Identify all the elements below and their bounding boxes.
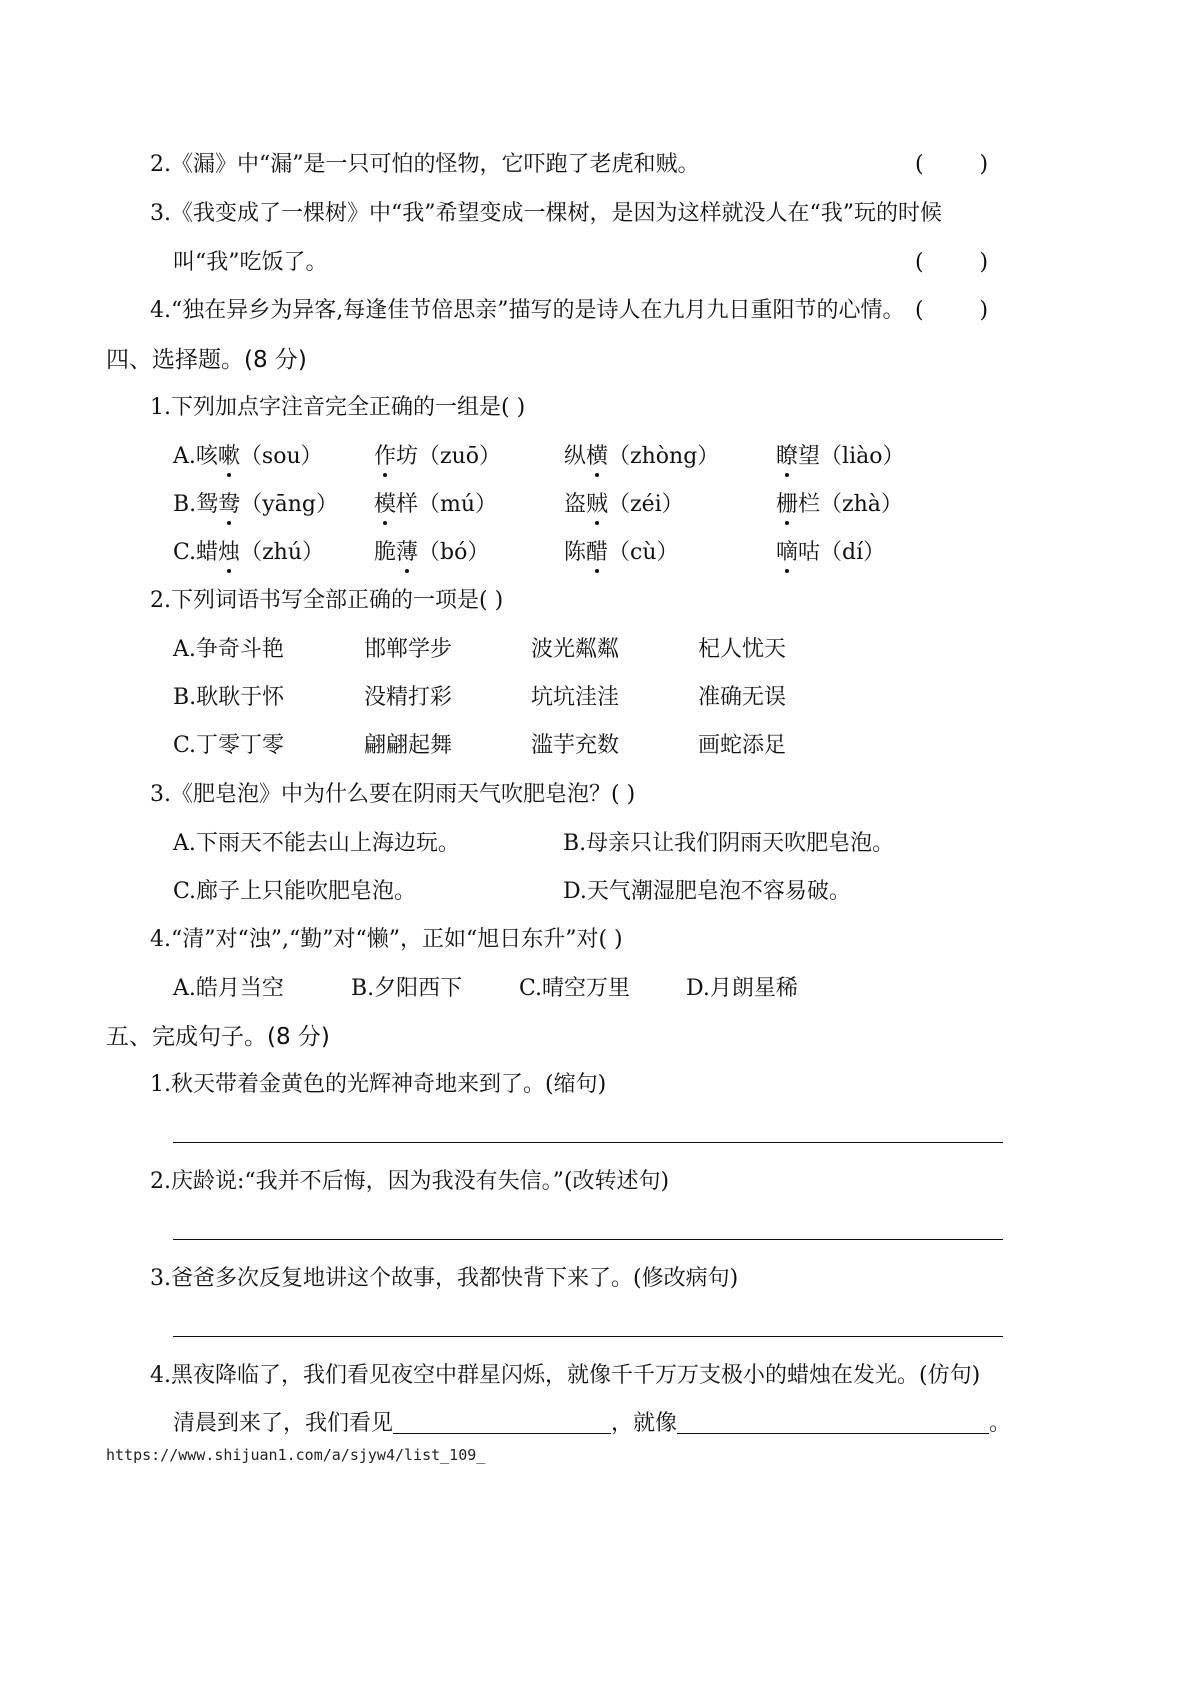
s4-q1-option-b-4 [776, 490, 903, 520]
option-text: C.蜡 [173, 540, 219, 565]
s4-q1-option-c-1[interactable] [173, 538, 324, 568]
s4-q4-option-b[interactable]: B.夕阳西下 [351, 976, 463, 1001]
s4-q4-option-c[interactable]: C.晴空万里 [519, 976, 631, 1001]
dotted-character: 模 [374, 490, 396, 520]
section5-title: 五、完成句子。(8 分) [106, 1024, 330, 1050]
pinyin: （zhà） [820, 492, 903, 517]
s4-q1-option-b-1[interactable] [173, 490, 338, 520]
s4-q1-option-b-3 [564, 490, 684, 520]
dotted-character: 烛 [218, 538, 240, 568]
pinyin: （zhòng） [608, 444, 720, 469]
s5-q4-blank2[interactable] [677, 1409, 989, 1434]
dotted-character: 鸯 [218, 490, 240, 520]
s4-q2-option-b-4: 准确无误 [698, 685, 787, 710]
s4-q2-option-c-3: 滥芋充数 [531, 733, 620, 758]
s5-q3: 3.爸爸多次反复地讲这个故事，我都快背下来了。(修改病句) [150, 1266, 739, 1291]
s5-q2-answer-line[interactable] [173, 1239, 1003, 1240]
pinyin: （sou） [239, 444, 323, 469]
s5-q4-blank1[interactable] [393, 1409, 611, 1434]
section4-title: 四、选择题。(8 分) [106, 347, 307, 373]
option-text: 盗 [564, 492, 587, 517]
option-text: A.咳 [173, 444, 218, 469]
s5-q2: 2.庆龄说:“我并不后悔，因为我没有失信。”(改转述句) [150, 1169, 670, 1194]
s4-q4-option-a[interactable]: A.皓月当空 [173, 976, 284, 1001]
s4-q2-option-a-2: 邯郸学步 [364, 637, 453, 662]
s4-q1-option-a-4 [776, 442, 904, 472]
dotted-character: 贼 [586, 490, 608, 520]
s4-q1-option-b-2 [374, 490, 497, 520]
s4-q4-stem: 4.“清”对“浊”,“勤”对“懒”，正如“旭日东升”对( ) [150, 927, 623, 952]
option-text: 望 [798, 444, 821, 469]
pinyin: （dí） [820, 540, 886, 565]
s4-q2-option-a-3: 波光粼粼 [531, 637, 620, 662]
s4-q2-option-a-4: 杞人忧天 [698, 637, 787, 662]
s4-q2-option-b-2: 没精打彩 [364, 685, 453, 710]
judge-q4-answer[interactable]: ( ) [915, 298, 989, 323]
option-text: 纵 [564, 444, 587, 469]
dotted-character: 栅 [776, 490, 798, 520]
dotted-character: 横 [586, 442, 608, 472]
pinyin: （liào） [820, 444, 905, 469]
s4-q2-option-b-3: 坑坑洼洼 [531, 685, 620, 710]
dotted-character: 作 [374, 442, 396, 472]
s5-q4-stem: 4.黑夜降临了，我们看见夜空中群星闪烁，就像千千万万支极小的蜡烛在发光。(仿句) [150, 1363, 981, 1388]
s5-q4-part3: 。 [989, 1411, 1012, 1436]
s5-q4-part2: ，就像 [611, 1411, 678, 1436]
s4-q1-option-a-2 [374, 442, 501, 472]
s4-q1-stem: 1.下列加点字注音完全正确的一组是( ) [150, 395, 526, 420]
option-text: 咕 [798, 540, 821, 565]
pinyin: （zhú） [240, 540, 324, 565]
s4-q3-option-d[interactable]: D.天气潮湿肥皂泡不容易破。 [563, 879, 851, 904]
s4-q3-option-a[interactable]: A.下雨天不能去山上海边玩。 [173, 831, 460, 856]
dotted-character: 醋 [586, 538, 608, 568]
s5-q4-part1: 清晨到来了，我们看见 [173, 1411, 394, 1436]
option-text: 样 [396, 492, 419, 517]
s5-q3-answer-line[interactable] [173, 1336, 1003, 1337]
s4-q2-option-c-2: 翩翩起舞 [364, 733, 453, 758]
judge-q2: 2.《漏》中“漏”是一只可怕的怪物，它吓跑了老虎和贼。 [150, 152, 700, 177]
pinyin: （zéi） [608, 492, 684, 517]
judge-q3-line1: 3.《我变成了一棵树》中“我”希望变成一棵树，是因为这样就没人在“我”玩的时候 [150, 201, 942, 226]
option-text: 坊 [396, 444, 419, 469]
option-text: 脆 [374, 540, 397, 565]
pinyin: （mú） [418, 492, 498, 517]
s4-q2-stem: 2.下列词语书写全部正确的一项是( ) [150, 588, 504, 613]
dotted-character: 嘀 [776, 538, 798, 568]
dotted-character: 薄 [396, 538, 418, 568]
s5-q1-answer-line[interactable] [173, 1142, 1003, 1143]
s4-q2-option-b-1[interactable]: B.耿耿于怀 [173, 685, 285, 710]
option-text: 陈 [564, 540, 587, 565]
pinyin: （yāng） [240, 492, 338, 517]
s4-q1-option-a-3 [564, 442, 719, 472]
pinyin: （zuō） [418, 444, 502, 469]
s4-q3-option-c[interactable]: C.廊子上只能吹肥皂泡。 [173, 879, 417, 904]
s4-q4-option-d[interactable]: D.月朗星稀 [686, 976, 798, 1001]
judge-q2-answer[interactable]: ( ) [915, 152, 989, 177]
s4-q2-option-c-1[interactable]: C.丁零丁零 [173, 733, 285, 758]
s4-q2-option-a-1[interactable]: A.争奇斗艳 [173, 637, 284, 662]
pinyin: （bó） [418, 540, 490, 565]
footer-url[interactable]: https://www.shijuan1.com/a/sjyw4/list_109_ [106, 1446, 486, 1464]
judge-q3-answer[interactable]: ( ) [915, 250, 989, 275]
option-text: B.鸳 [173, 492, 219, 517]
s4-q3-option-b[interactable]: B.母亲只让我们阴雨天吹肥皂泡。 [563, 831, 895, 856]
s5-q1: 1.秋天带着金黄色的光辉神奇地来到了。(缩句) [150, 1072, 607, 1097]
s4-q1-option-c-2 [374, 538, 489, 568]
judge-q4: 4.“独在异乡为异客,每逢佳节倍思亲”描写的是诗人在九月九日重阳节的心情。 [150, 298, 905, 323]
s4-q1-option-a-1[interactable] [173, 442, 323, 472]
s4-q2-option-c-4: 画蛇添足 [698, 733, 787, 758]
option-text: 栏 [798, 492, 821, 517]
dotted-character: 瞭 [776, 442, 798, 472]
s4-q1-option-c-4 [776, 538, 885, 568]
pinyin: （cù） [608, 540, 679, 565]
dotted-character: 嗽 [218, 442, 240, 472]
s4-q3-stem: 3.《肥皂泡》中为什么要在阴雨天气吹肥皂泡？( ) [150, 782, 636, 807]
judge-q3-line2: 叫“我”吃饭了。 [173, 250, 328, 275]
s5-q4-fill [173, 1409, 1011, 1439]
s4-q1-option-c-3 [564, 538, 679, 568]
